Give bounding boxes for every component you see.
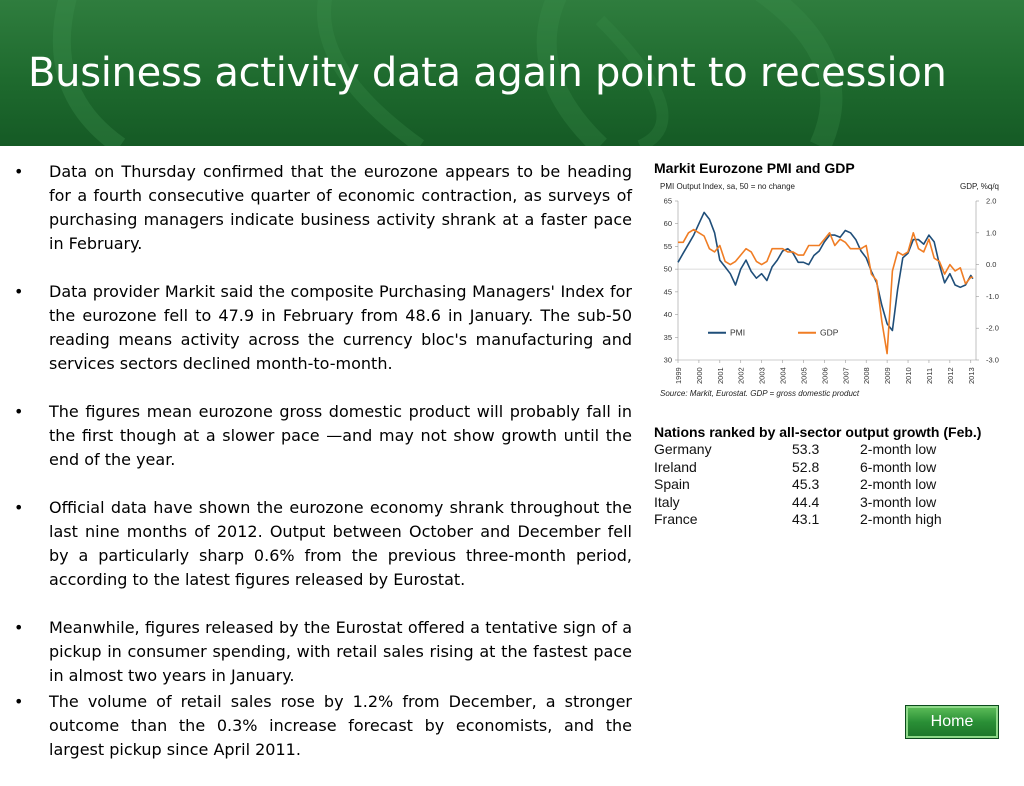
x-tick-label: 2006 [820,367,830,384]
country-cell: France [654,511,698,527]
x-tick-label: 2004 [778,367,788,384]
left-tick-label: 40 [663,310,672,320]
home-button[interactable]: Home [905,705,999,739]
x-tick-label: 2008 [862,367,872,384]
bullet-text: Meanwhile, figures released by the Eurostat offered a tentative sign of a pickup in consumer spending, with retail sales rising at the fastest pace in almost two years in January. [49,618,632,685]
value-cell: 43.1 [792,511,820,527]
x-tick-label: 1999 [674,367,683,384]
ranking-title: Nations ranked by all-sector output growth (Feb.) [654,424,982,440]
right-axis-label: GDP, %q/q [960,182,999,191]
bullet-list [14,160,632,786]
bullet-item [14,496,632,592]
left-tick-label: 35 [663,332,672,342]
x-tick-label: 2005 [799,367,809,384]
right-tick-label: 0.0 [986,260,997,270]
right-tick-label: 1.0 [986,228,997,238]
bullet-item [14,280,632,376]
bullet-text: Data provider Markit said the composite Purchasing Managers' Index for the eurozone fell to 47.9 in February from 48.6 in January. The sub-50 reading means activity across the currency bloc's manufacturing and services sectors declined month-to-month. [49,282,632,373]
note-cell: 2-month low [860,476,937,492]
slide-title: Business activity data again point to recession [28,50,947,96]
bullet-item [14,160,632,256]
bullet-icon: • [14,618,24,637]
chart-source: Source: Markit, Eurostat. GDP = gross domestic product [660,389,860,398]
bullet-text: The figures mean eurozone gross domestic product will probably fall in the first though at a slower pace —and may not show growth until the end of the year. [49,402,632,469]
bullet-text: The volume of retail sales rose by 1.2% from December, a stronger outcome than the 0.3% increase forecast by economists, and the largest pickup since April 2011. [49,692,632,759]
bullet-icon: • [14,498,24,517]
bullet-text: Data on Thursday confirmed that the eurozone appears to be heading for a fourth consecutive quarter of economic contraction, as surveys of purchasing managers indicate business activity shrank at a faster pace in February. [49,162,632,253]
table-row [654,459,980,477]
left-tick-label: 55 [663,241,672,251]
bullet-item [14,690,632,762]
table-row [654,511,980,529]
country-cell: Ireland [654,458,697,475]
left-tick-label: 65 [663,196,672,206]
left-axis-label: PMI Output Index, sa, 50 = no change [660,182,795,191]
legend-label-pmi: PMI [730,327,746,338]
x-tick-label: 2011 [924,367,934,384]
country-cell: Germany [654,441,712,457]
left-tick-label: 45 [663,287,672,297]
note-cell: 2-month low [860,441,937,457]
country-cell: Italy [654,493,680,510]
country-cell: Spain [654,476,690,492]
bullet-item [14,400,632,472]
table-row [654,476,980,494]
x-tick-label: 2009 [883,367,893,384]
bullet-icon: • [14,282,24,301]
chart-title: Markit Eurozone PMI and GDP [654,160,855,176]
x-tick-label: 2007 [841,367,851,384]
left-tick-label: 30 [663,355,672,365]
right-tick-label: -1.0 [986,291,999,301]
right-tick-label: -2.0 [986,323,999,333]
value-cell: 52.8 [792,458,820,475]
series-line-pmi [678,212,973,330]
right-tick-label: -3.0 [986,355,999,365]
x-tick-label: 2000 [694,367,704,384]
x-tick-label: 2012 [945,367,955,384]
legend-label-gdp: GDP [820,327,839,338]
x-tick-label: 2013 [966,367,976,384]
value-cell: 44.4 [792,493,820,510]
bullet-icon: • [14,162,24,181]
slide-header [0,0,1024,146]
bullet-item [14,616,632,688]
note-cell: 6-month low [860,458,937,475]
x-tick-label: 2003 [757,367,767,384]
note-cell: 2-month high [860,511,942,527]
value-cell: 53.3 [792,441,820,457]
x-tick-label: 2010 [904,367,914,384]
left-tick-label: 50 [663,264,672,274]
value-cell: 45.3 [792,476,820,492]
x-tick-label: 2001 [715,367,725,384]
right-tick-label: 2.0 [986,196,997,206]
bullet-text: Official data have shown the eurozone economy shrank throughout the last nine months of 2012. Output between October and December fell by a particularly sharp 0.6% from the previous three-month period, according to the latest figures released by Eurostat. [49,498,632,589]
x-tick-label: 2002 [736,367,746,384]
bullet-icon: • [14,402,24,421]
table-row [654,494,980,512]
ranking-table [654,441,980,529]
pmi-gdp-chart [654,190,1004,388]
bullet-icon: • [14,692,24,711]
table-row [654,441,980,459]
left-tick-label: 60 [663,219,672,229]
note-cell: 3-month low [860,493,937,510]
